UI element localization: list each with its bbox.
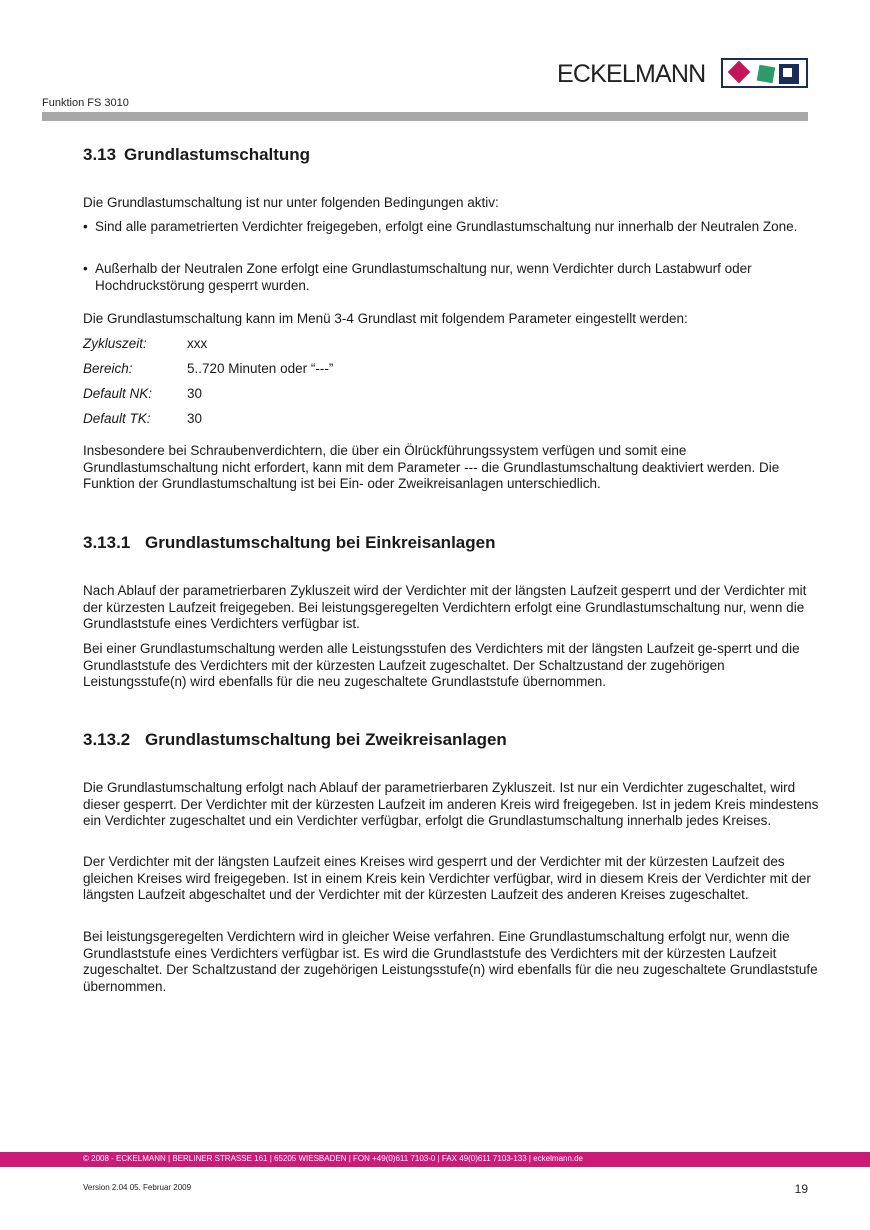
- param-row: [83, 361, 333, 378]
- subsection-title: Grundlastumschaltung bei Zweikreisanlagen: [145, 730, 507, 749]
- paragraph: Nach Ablauf der parametrierbaren Zykluszeit wird der Verdichter mit der längsten Laufzeit gesperrt und der Verdichter mit der kürzesten Laufzeit freigegeben. Bei leistungsgeregelten Verdichtern erfolgt eine Grundlastumschaltung nur, wenn die Grundlaststufe eines Verdichters verfügbar ist.: [83, 583, 807, 631]
- param-value: 30: [187, 386, 203, 401]
- param-row: [83, 386, 202, 403]
- param-key: Default TK:: [83, 411, 151, 426]
- logo-navy-square-cutout: [783, 68, 792, 77]
- header-divider: [42, 112, 808, 121]
- page-number: 19: [794, 1182, 808, 1196]
- bullet-icon: •: [83, 219, 88, 234]
- params-intro: Die Grundlastumschaltung kann im Menü 3-4 Grundlast mit folgendem Parameter eingestellt werden:: [83, 311, 688, 326]
- param-key: Default NK:: [83, 386, 153, 401]
- section-title: Grundlastumschaltung: [124, 145, 311, 164]
- logo-wordmark: ECKELMANN: [557, 60, 706, 88]
- logo-green-square: [757, 65, 776, 84]
- subsection-heading: [83, 535, 495, 552]
- param-value: xxx: [187, 336, 208, 351]
- paragraph: Bei einer Grundlastumschaltung werden alle Leistungsstufen des Verdichters mit der längsten Laufzeit ge-sperrt und die Grundlaststufe des Verdichters mit der kürzesten Laufzeit zugeschaltet. Der Schaltzustand der zugehörigen Leistungsstufe(n) wird ebenfalls für die neu zugeschaltete Grundlaststufe übernommen.: [83, 641, 800, 689]
- logo-emblem-icon: [721, 58, 808, 88]
- section-intro: Die Grundlastumschaltung ist nur unter folgenden Bedingungen aktiv:: [83, 195, 499, 210]
- paragraph: Die Grundlastumschaltung erfolgt nach Ablauf der parametrierbaren Zykluszeit. Ist nur ein Verdichter zugeschaltet, wird dieser gesperrt. Der Verdichter mit der kürzesten Laufzeit im anderen Kreis wird freigegeben. Ist in jedem Kreis mindestens ein Verdichter zugeschaltet und ein Verdichter verfügbar, erfolgt die Grundlastumschaltung innerhalb jedes Kreises.: [83, 780, 819, 828]
- eckelmann-logo: [557, 58, 809, 88]
- param-key: Zykluszeit:: [83, 336, 147, 351]
- subsection-number: 3.13.1: [83, 533, 131, 552]
- param-row: [83, 336, 207, 353]
- subsection-title: Grundlastumschaltung bei Einkreisanlagen: [145, 533, 496, 552]
- subsection-number: 3.13.2: [83, 730, 131, 749]
- paragraph: Der Verdichter mit der längsten Laufzeit eines Kreises wird gesperrt und der Verdichter mit der kürzesten Laufzeit des gleichen Kreises wird freigegeben. Ist in einem Kreis kein Verdichter verfügbar, wird in diesem Kreis der Verdichter mit der längsten Laufzeit abgeschaltet und der Verdichter mit der kürzesten Laufzeit des anderen Kreises zugeschaltet.: [83, 854, 811, 902]
- param-value: 30: [187, 411, 203, 426]
- param-key: Bereich:: [83, 361, 133, 376]
- bullet-text: Außerhalb der Neutralen Zone erfolgt eine Grundlastumschaltung nur, wenn Verdichter durch Lastabwurf oder Hochdruckstörung gesperrt wurden.: [95, 261, 752, 293]
- section-number: 3.13: [83, 145, 117, 164]
- section-closing: Insbesondere bei Schraubenverdichtern, die über ein Ölrückführungssystem verfügen und somit eine Grundlastumschaltung nicht erfordert, kann mit dem Parameter --- die Grundlastumschaltung deaktiviert werden. Die Funktion der Grundlastumschaltung ist bei Ein- oder Zweikreisanlagen unterschiedlich.: [83, 443, 780, 491]
- bullet-text: Sind alle parametrierten Verdichter freigegeben, erfolgt eine Grundlastumschaltung nur innerhalb der Neutralen Zone.: [95, 219, 798, 234]
- param-value: 5..720 Minuten oder “---”: [187, 361, 334, 376]
- bullet-icon: •: [83, 261, 88, 276]
- footer-address: © 2008 - ECKELMANN | BERLINER STRASSE 161 | 65205 WIESBADEN | FON +49(0)611 7103-0 | FAX 49(0)611 7103-133 | eckelmann.de: [83, 1154, 584, 1163]
- subsection-heading: [83, 732, 507, 749]
- function-label: Funktion FS 3010: [42, 97, 129, 109]
- logo-magenta-square: [728, 61, 751, 84]
- param-row: [83, 411, 202, 428]
- section-heading: [83, 147, 310, 164]
- paragraph: Bei leistungsgeregelten Verdichtern wird in gleicher Weise verfahren. Eine Grundlastumschaltung erfolgt nur, wenn die Grundlaststufe eines Verdichters verfügbar ist. Es wird die Grundlaststufe des Verdichters mit der kürzesten Laufzeit zugeschaltet. Der Schaltzustand der zugehörigen Leistungsstufe(n) wird ebenfalls für die neu zugeschaltete Grundlaststufe übernommen.: [83, 929, 818, 994]
- version-label: Version 2.04 05. Februar 2009: [83, 1183, 192, 1192]
- footer-bar: [0, 1152, 870, 1167]
